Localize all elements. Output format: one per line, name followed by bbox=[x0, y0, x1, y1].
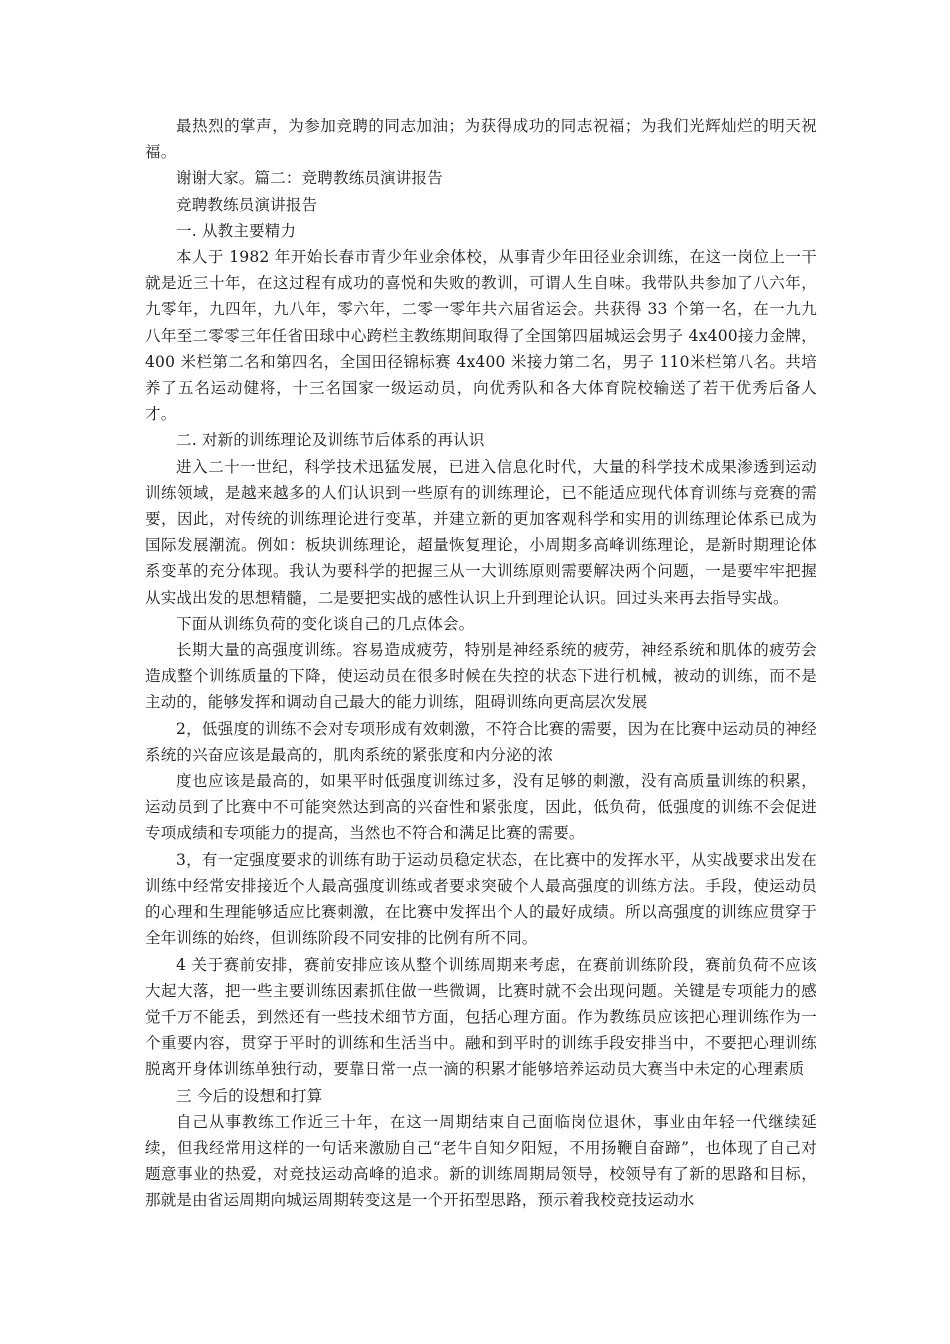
paragraph-point-1: 长期大量的高强度训练。容易造成疲劳，特别是神经系统的疲劳，神经系统和肌体的疲劳会造成整个训练质量的下降，使运动员在很多时候在失控的状态下进行机械，被动的训练，而不是主动的，能够发挥和调动自己最大的能力训练，阻碍训练向更高层次发展 bbox=[145, 641, 817, 712]
paragraph-point-2-cont: 度也应该是最高的，如果平时低强度训练过多，没有足够的刺激，没有高质量训练的积累，运动员到了比赛中不可能突然达到高的兴奋性和紧张度，因此，低负荷，低强度的训练不会促进专项成绩和专项能力的提高，当然也不符合和满足比赛的需要。 bbox=[145, 772, 817, 843]
document-title: 竞聘教练员演讲报告 bbox=[176, 195, 318, 214]
paragraph-closing-applause: 最热烈的掌声，为参加竞聘的同志加油；为获得成功的同志祝福；为我们光辉灿烂的明天祝福。 bbox=[145, 117, 817, 162]
paragraph-point-4: 4 关于赛前安排，赛前安排应该从整个训练周期来考虑，在赛前训练阶段，赛前负荷不应该大起大落，把一些主要训练因素抓住做一些微调，比赛时就不会出现问题。关键是专项能力的感觉千万不能丢，到然还有一些技术细节方面，包括心理方面。作为教练员应该把心理训练作为一个重要内容，贯穿于平时的训练和生活当中。融和到平时的训练手段安排当中，不要把心理训练脱离开身体训练单独行动，要靠日常一点一滴的积累才能够培养运动员大赛当中未定的心理素质 bbox=[145, 955, 817, 1079]
paragraph-future: 自己从事教练工作近三十年，在这一周期结束自己面临岗位退休，事业由年轻一代继续延续，但我经常用这样的一句话来激励自己“老牛自知夕阳短，不用扬鞭自奋蹄”，也体现了自己对题意事业的热爱，对竞技运动高峰的追求。新的训练周期局领导，校领导有了新的思路和目标，那就是由省运周期向城运周期转变这是一个开拓型思路，预示着我校竞技运动水 bbox=[145, 1112, 817, 1210]
paragraph-point-2: 2，低强度的训练不会对专项形成有效刺激，不符合比赛的需要，因为在比赛中运动员的神经系统的兴奋应该是最高的，肌肉系统的紧张度和内分泌的浓 bbox=[145, 719, 817, 764]
paragraph-career: 本人于 1982 年开始长春市青少年业余体校，从事青少年田径业余训练，在这一岗位上一干就是近三十年，在这过程有成功的喜悦和失败的教训，可谓人生自味。我带队共参加了八六年，九零年，九四年，九八年，零六年，二零一零年共六届省运会。共获得 33 个第一名，在一九九八年至二零零三年任省田球中心跨栏主教练期间取得了全国第四届城运会男子 4x400接力金牌，400 米栏第二名和第四名，全国田径锦标赛 4x400 米接力第二名，男子 110米栏第八名。共培养了五名运动健将，十三名国家一级运动员，向优秀队和各大体育院校输送了若干优秀后备人才。 bbox=[145, 248, 817, 424]
section-heading-1: 一. 从教主要精力 bbox=[176, 221, 297, 240]
paragraph-load-intro: 下面从训练负荷的变化谈自己的几点体会。 bbox=[176, 614, 475, 633]
paragraph-theory: 进入二十一世纪，科学技术迅猛发展，已进入信息化时代，大量的科学技术成果渗透到运动训练领域，是越来越多的人们认识到一些原有的训练理论，已不能适应现代体育训练与竞赛的需要，因此，对传统的训练理论进行变革，并建立新的更加客观科学和实用的训练理论体系已成为国际发展潮流。例如：板块训练理论，超量恢复理论，小周期多高峰训练理论，是新时期理论体系变革的充分体现。我认为要科学的把握三从一大训练原则需要解决两个问题，一是要牢牢把握从实战出发的思想精髓，二是要把实战的感性认识上升到理论认识。回过头来再去指导实战。 bbox=[145, 457, 817, 607]
section-heading-3: 三 今后的设想和打算 bbox=[176, 1086, 323, 1105]
paragraph-point-3: 3，有一定强度要求的训练有助于运动员稳定状态，在比赛中的发挥水平，从实战要求出发在训练中经常安排接近个人最高强度训练或者要求突破个人最高强度的训练方法。手段，使运动员的心理和生理能够适应比赛刺激，在比赛中发挥出个人的最好成绩。所以高强度的训练应贯穿于全年训练的始终，但训练阶段不同安排的比例有所不同。 bbox=[145, 850, 817, 948]
section-heading-2: 二. 对新的训练理论及训练节后体系的再认识 bbox=[176, 431, 485, 450]
document-body bbox=[145, 113, 817, 1214]
paragraph-thanks-heading: 谢谢大家。篇二：竞聘教练员演讲报告 bbox=[176, 169, 443, 188]
